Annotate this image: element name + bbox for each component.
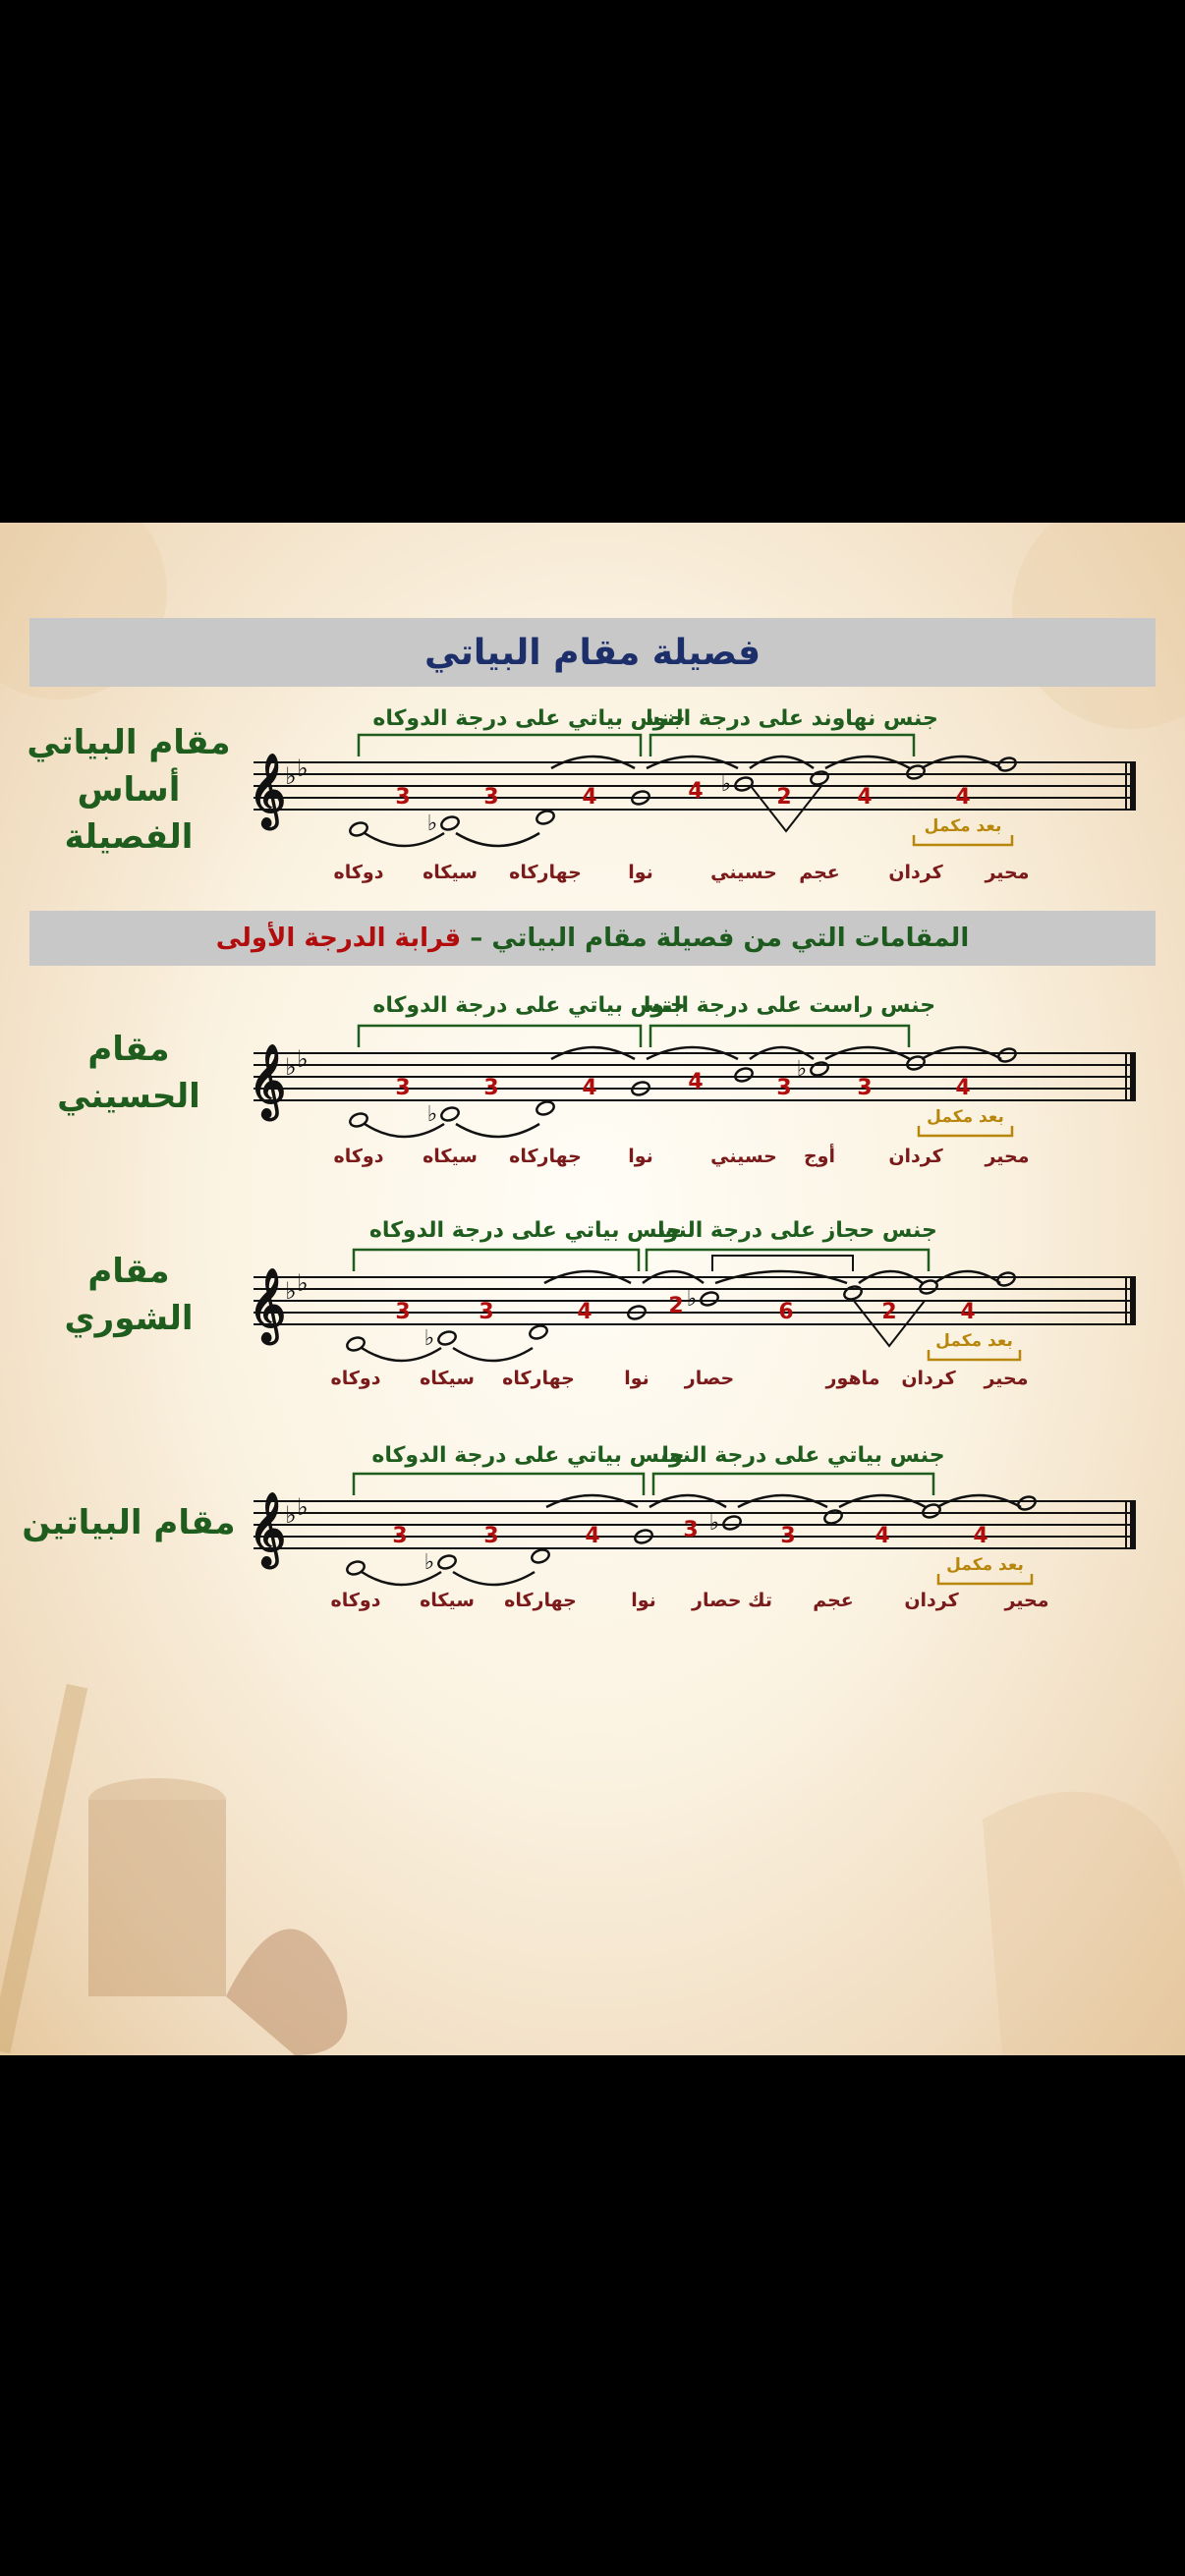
interval-number: 3 (395, 1076, 411, 1100)
row-label-line: الحسيني (57, 1077, 200, 1116)
interval-number: 3 (392, 1524, 408, 1548)
note-name-label: جهاركاه (504, 1590, 577, 1611)
flat-sign-icon: ♭ (297, 1045, 309, 1073)
flat-accidental-icon: ♭ (796, 1057, 808, 1082)
flat-sign-icon: ♭ (297, 755, 309, 782)
jins-label-left: جنس بياتي على درجة الدوكاه (372, 993, 686, 1018)
slur-arc (453, 1348, 533, 1361)
jins-label-left: جنس بياتي على درجة الدوكاه (368, 1218, 683, 1243)
whole-note (996, 1046, 1017, 1063)
final-bar-line (1130, 1053, 1136, 1100)
row-label-line: مقام (87, 1252, 170, 1291)
complementary-interval-bracket (914, 835, 1012, 845)
note-name-label: كردان (888, 1146, 943, 1167)
note-name-label: كردان (901, 1368, 956, 1389)
note-name-label: نوا (628, 862, 653, 883)
row-label-line: أساس (77, 770, 181, 810)
whole-note (528, 1323, 548, 1340)
flat-sign-icon: ♭ (297, 1493, 309, 1521)
note-name-label: حصار (684, 1368, 735, 1389)
flat-accidental-icon: ♭ (720, 772, 732, 797)
note-name-label: دوكاه (333, 862, 384, 883)
treble-clef-icon: 𝄞 (249, 1045, 286, 1118)
whole-note (439, 1105, 460, 1122)
interval-number: 4 (585, 1524, 600, 1548)
flat-accidental-icon: ♭ (423, 1326, 435, 1351)
flat-accidental-icon: ♭ (686, 1287, 698, 1312)
flat-accidental-icon: ♭ (708, 1511, 720, 1536)
interval-number: 4 (857, 785, 873, 810)
note-name-label: تك حصار (692, 1590, 772, 1611)
note-name-label: جهاركاه (509, 862, 582, 883)
treble-clef-icon: 𝄞 (249, 1493, 286, 1566)
whole-note (530, 1547, 550, 1564)
interval-number: 3 (483, 1076, 499, 1100)
note-name-label: عجم (813, 1590, 854, 1611)
note-name-label: دوكاه (330, 1368, 381, 1389)
row-label-line: الشوري (64, 1299, 194, 1338)
jins-bracket-right (650, 1026, 909, 1047)
interval-number: 4 (875, 1524, 890, 1548)
whole-note (535, 1099, 555, 1116)
note-name-label: سيكاه (423, 862, 478, 883)
note-name-label: سيكاه (423, 1146, 478, 1167)
interval-number: 3 (857, 1076, 873, 1100)
note-name-label: محير (985, 862, 1030, 883)
note-name-label: كردان (904, 1590, 959, 1611)
interval-number: 2 (668, 1294, 684, 1318)
row-label-line: مقام البياتي (27, 723, 231, 762)
interval-number: 4 (955, 785, 971, 810)
interval-number: 6 (778, 1300, 794, 1324)
interval-number: 3 (683, 1518, 699, 1542)
jins-bracket-right (647, 1250, 929, 1271)
interval-number: 4 (960, 1300, 976, 1324)
whole-note (733, 775, 754, 792)
note-name-label: نوا (624, 1368, 649, 1389)
whole-note (1016, 1494, 1037, 1511)
slur-arc (453, 1572, 535, 1585)
jins-bracket-right (650, 735, 914, 756)
row-label-line: الفصيلة (64, 817, 194, 857)
whole-note (699, 1290, 719, 1307)
jins-bracket-right (653, 1474, 933, 1495)
interval-number: 4 (577, 1300, 592, 1324)
interval-number: 3 (483, 1524, 499, 1548)
whole-note (436, 1329, 457, 1346)
note-name-label: سيكاه (420, 1590, 475, 1611)
interval-number: 3 (483, 785, 499, 810)
flat-sign-icon: ♭ (285, 762, 297, 790)
whole-note (842, 1284, 863, 1301)
final-bar-line (1130, 762, 1136, 810)
note-name-label: جهاركاه (502, 1368, 575, 1389)
note-name-label: محير (985, 1146, 1030, 1167)
interval-number: 3 (780, 1524, 796, 1548)
jins-bracket-left (354, 1250, 639, 1271)
note-name-label: دوكاه (330, 1590, 381, 1611)
page-title: فصيلة مقام البياتي (29, 618, 1156, 687)
whole-note (439, 814, 460, 831)
note-name-label: نوا (631, 1590, 656, 1611)
complementary-interval-label: بعد مكمل (924, 816, 1002, 836)
complementary-interval-label: بعد مكمل (927, 1107, 1004, 1127)
subtitle-part1: المقامات التي من فصيلة مقام البياتي – (470, 924, 970, 953)
note-name-label: محير (1004, 1590, 1049, 1611)
flat-sign-icon: ♭ (285, 1053, 297, 1081)
interval-number: 4 (582, 785, 597, 810)
note-name-label: سيكاه (420, 1368, 475, 1389)
music-staves (0, 523, 1185, 2055)
flat-sign-icon: ♭ (297, 1269, 309, 1297)
whole-note (535, 809, 555, 825)
note-name-label: ماهور (825, 1368, 880, 1389)
treble-clef-icon: 𝄞 (249, 755, 286, 827)
whole-note (809, 1060, 829, 1077)
row-label-line: مقام البياتين (22, 1503, 236, 1542)
whole-note (733, 1066, 754, 1083)
interval-number: 3 (776, 1076, 792, 1100)
slur-arc (456, 833, 539, 846)
flat-sign-icon: ♭ (285, 1277, 297, 1305)
row-label-line: مقام (87, 1030, 170, 1069)
slur-arc (456, 1124, 539, 1137)
whole-note (995, 1270, 1016, 1287)
note-name-label: حسيني (710, 1146, 777, 1167)
treble-clef-icon: 𝄞 (249, 1269, 286, 1342)
note-name-label: كردان (888, 862, 943, 883)
complementary-interval-label: بعد مكمل (946, 1555, 1024, 1575)
whole-note (436, 1553, 457, 1570)
jins-label-right: جنس نهاوند على درجة النوا (646, 706, 938, 731)
final-bar-line (1130, 1277, 1136, 1324)
interval-number: 3 (395, 1300, 411, 1324)
complementary-interval-bracket (919, 1126, 1012, 1136)
note-name-label: حسيني (710, 862, 777, 883)
jins-label-right: جنس راست على درجة النوا (643, 993, 936, 1018)
complementary-interval-bracket (929, 1350, 1020, 1360)
jins-bracket-left (359, 735, 641, 756)
flat-accidental-icon: ♭ (426, 812, 438, 836)
jins-label-right: جنس بياتي على درجة النوا (661, 1443, 945, 1468)
jins-bracket-left (354, 1474, 644, 1495)
flat-sign-icon: ♭ (285, 1501, 297, 1529)
jins-label-left: جنس بياتي على درجة الدوكاه (372, 706, 686, 731)
flat-accidental-icon: ♭ (423, 1550, 435, 1575)
complementary-interval-bracket (938, 1574, 1032, 1584)
note-name-label: نوا (628, 1146, 653, 1167)
whole-note (721, 1514, 742, 1531)
interval-number: 4 (973, 1524, 988, 1548)
subtitle-part2: قرابة الدرجة الأولى (215, 924, 462, 953)
note-name-label: محير (984, 1368, 1029, 1389)
note-name-label: جهاركاه (509, 1146, 582, 1167)
final-bar-line (1130, 1501, 1136, 1548)
interval-number: 4 (688, 1070, 704, 1094)
whole-note (996, 756, 1017, 772)
interval-number: 2 (776, 785, 792, 810)
interval-number: 3 (479, 1300, 494, 1324)
maqam-chart-sheet (0, 523, 1185, 2055)
whole-note (822, 1508, 843, 1525)
note-name-label: أوج (803, 1146, 836, 1167)
note-name-label: عجم (799, 862, 840, 883)
interval-number: 2 (881, 1300, 897, 1324)
jins-bracket-left (359, 1026, 641, 1047)
flat-accidental-icon: ♭ (426, 1102, 438, 1127)
interval-number: 3 (395, 785, 411, 810)
jins-label-right: جنس حجاز على درجة النوا (657, 1218, 937, 1243)
interval-number: 4 (955, 1076, 971, 1100)
jins-label-left: جنس بياتي على درجة الدوكاه (371, 1443, 685, 1468)
interval-number: 4 (688, 779, 704, 804)
interval-number: 4 (582, 1076, 597, 1100)
hijaz-augmented-bracket (712, 1256, 853, 1271)
whole-note (809, 769, 829, 786)
note-name-label: دوكاه (333, 1146, 384, 1167)
complementary-interval-label: بعد مكمل (935, 1331, 1013, 1351)
